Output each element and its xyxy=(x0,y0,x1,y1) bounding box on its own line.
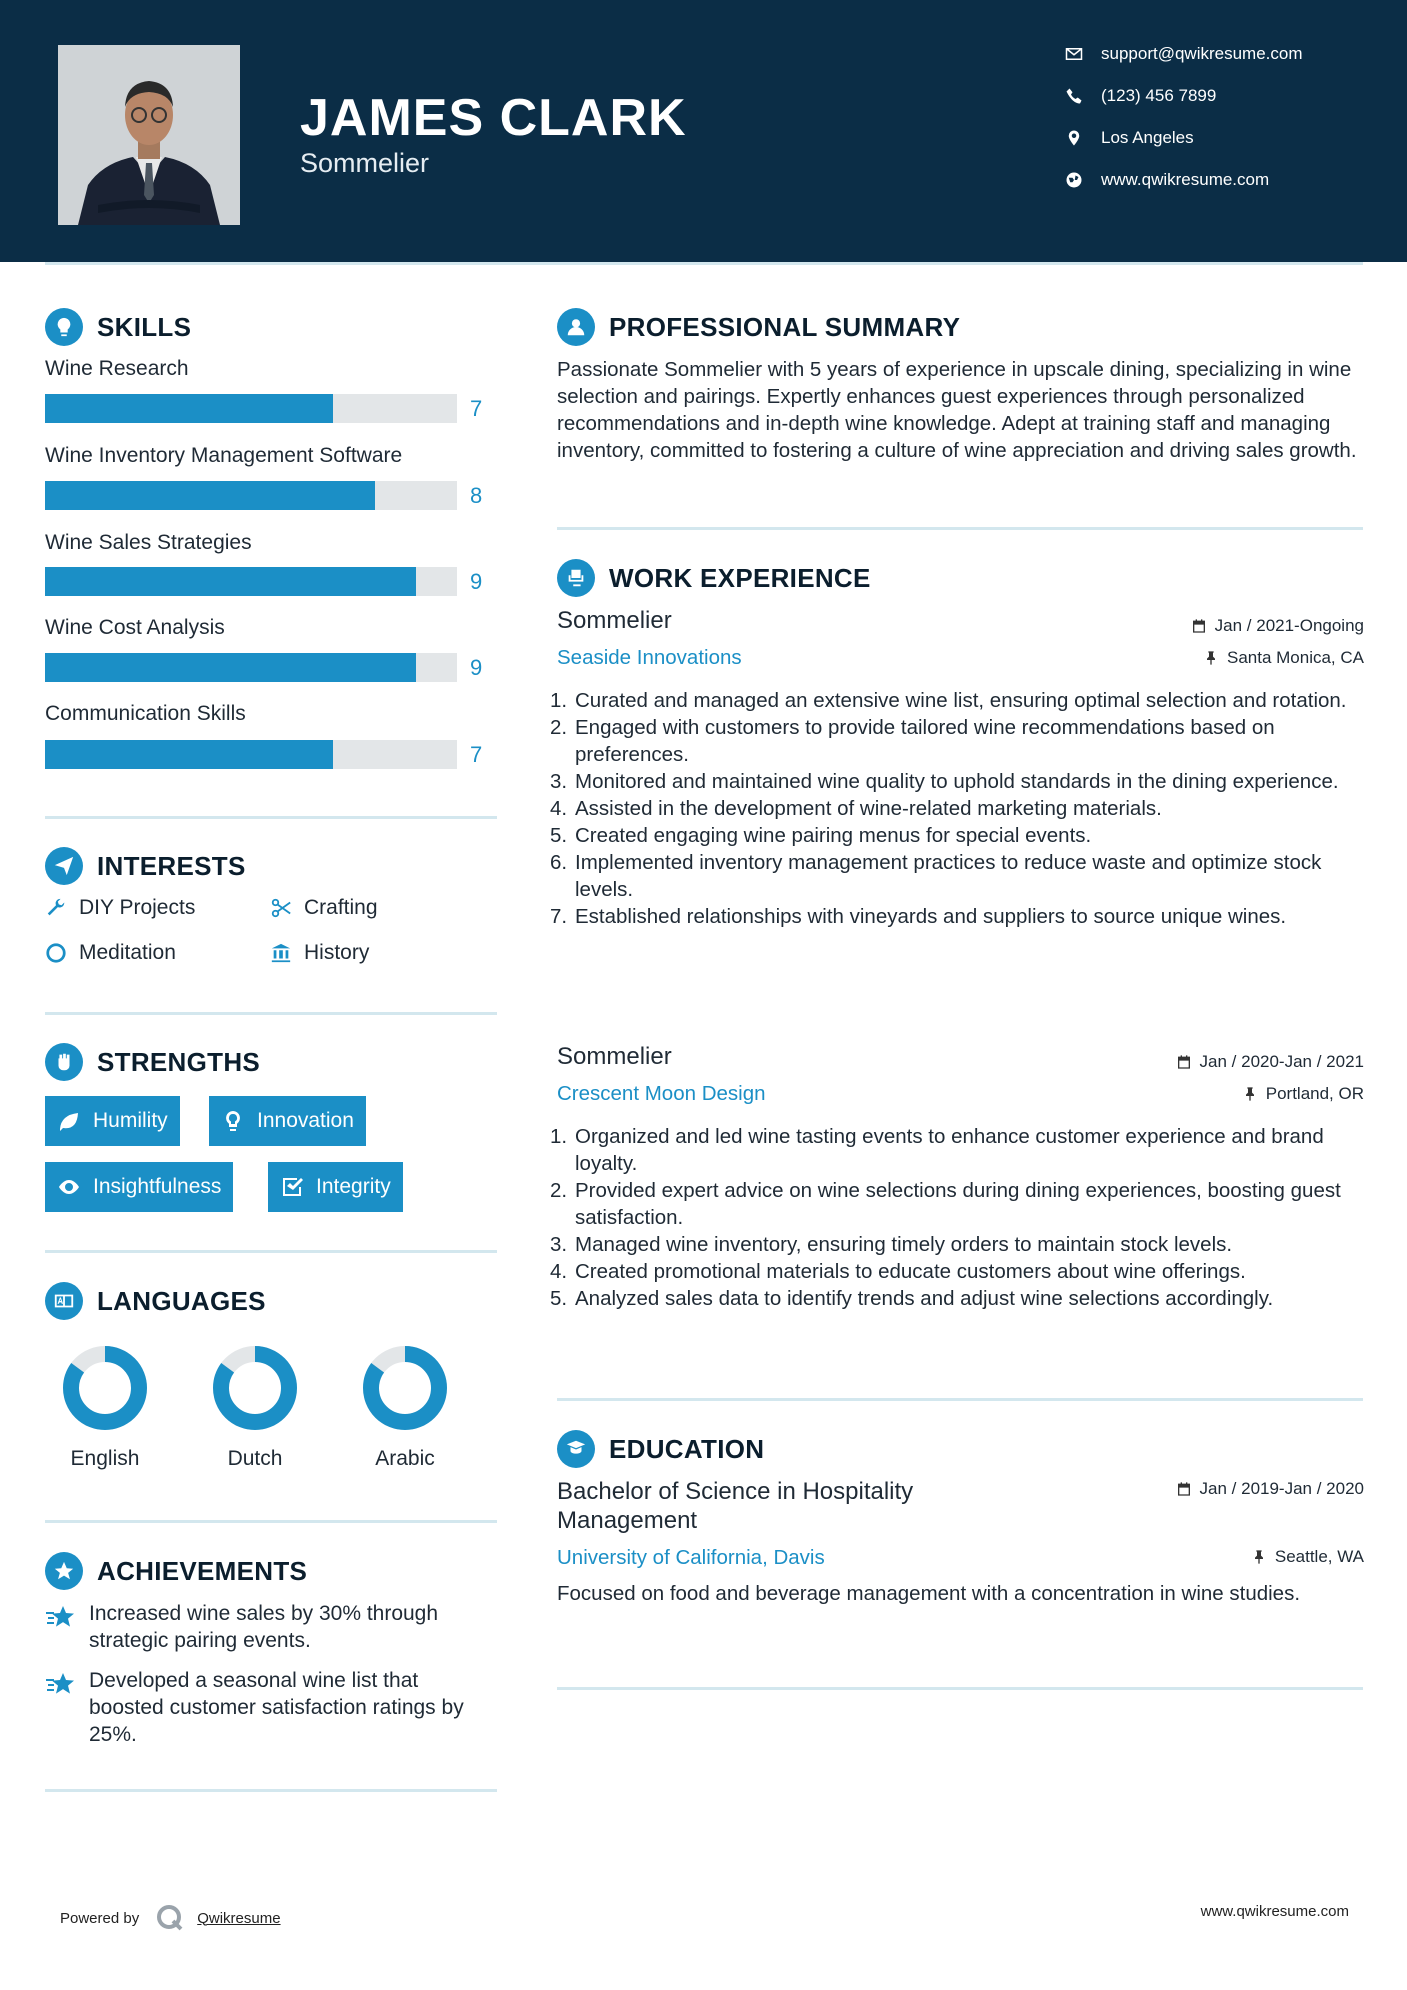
location-text: Los Angeles xyxy=(1101,128,1194,147)
job-company: Crescent Moon Design xyxy=(557,1082,766,1105)
shooting-star-icon xyxy=(45,1670,77,1698)
section-divider xyxy=(45,816,497,819)
resume-header xyxy=(0,0,1407,262)
skills-title: SKILLS xyxy=(97,311,192,342)
achievements-heading xyxy=(45,1552,307,1590)
section-divider xyxy=(557,1687,1363,1690)
header-divider xyxy=(45,262,1363,265)
school-name: University of California, Davis xyxy=(557,1546,825,1569)
skill-value: 9 xyxy=(470,655,483,680)
job-location xyxy=(1242,1084,1364,1104)
section-divider xyxy=(557,1398,1363,1401)
phone-text: (123) 456 7899 xyxy=(1101,86,1217,105)
job-dates xyxy=(1176,1052,1364,1072)
map-pin-icon xyxy=(1065,129,1083,147)
job-location-text: Portland, OR xyxy=(1265,1084,1364,1103)
footer-powered-by xyxy=(60,1903,281,1933)
achievement-text: Developed a seasonal wine list that boosted customer satisfaction ratings by 25%. xyxy=(89,1669,464,1746)
list-item: 6. Implemented inventory management practices to reduce waste and optimize stock levels. xyxy=(550,851,1322,901)
strength-label: Humility xyxy=(93,1109,168,1132)
circle-icon xyxy=(45,942,67,964)
summary-heading xyxy=(557,308,960,346)
skills-heading xyxy=(45,308,191,346)
list-item: 4. Assisted in the development of wine-related marketing materials. xyxy=(550,797,1162,820)
education-location-text: Seattle, WA xyxy=(1274,1547,1364,1566)
degree-title: Bachelor of Science in Hospitality Management xyxy=(557,1478,914,1534)
language-item xyxy=(180,1345,330,1471)
list-item: 3. Managed wine inventory, ensuring timely orders to maintain stock levels. xyxy=(550,1233,1233,1256)
language-donut xyxy=(62,1345,148,1431)
skill-bar-track xyxy=(45,481,457,510)
lightbulb-icon xyxy=(221,1109,245,1133)
list-item: 5. Analyzed sales data to identify trends and adjust wine selections accordingly. xyxy=(550,1287,1274,1310)
strength-tag xyxy=(45,1096,180,1146)
language-donut xyxy=(362,1345,448,1431)
candidate-role: Sommelier xyxy=(300,148,430,178)
interest-label: DIY Projects xyxy=(79,896,196,919)
skill-bar-track xyxy=(45,394,457,423)
lightbulb-icon xyxy=(45,308,83,346)
strength-tag xyxy=(268,1162,403,1212)
skill-label: Wine Inventory Management Software xyxy=(45,444,403,467)
envelope-icon xyxy=(1065,45,1083,63)
skill-bar-fill xyxy=(45,740,333,769)
skill-bar-fill xyxy=(45,567,416,596)
job-title: Sommelier xyxy=(557,607,672,634)
section-divider xyxy=(45,1520,497,1523)
achievement-item xyxy=(45,1600,495,1654)
list-item: 1. Organized and led wine tasting events to enhance customer experience and brand loyalty. xyxy=(550,1125,1324,1175)
interests-title: INTERESTS xyxy=(97,850,246,881)
pushpin-icon xyxy=(1242,1086,1258,1102)
experience-heading xyxy=(557,559,871,597)
powered-by-text: Powered by xyxy=(60,1909,140,1927)
contact-phone[interactable] xyxy=(1065,86,1216,106)
list-item: 3. Monitored and maintained wine quality to uphold standards in the dining experience. xyxy=(550,770,1339,793)
language-name: Dutch xyxy=(227,1447,283,1470)
skill-label: Wine Sales Strategies xyxy=(45,531,252,554)
profile-photo xyxy=(58,45,240,225)
list-item: 5. Created engaging wine pairing menus for special events. xyxy=(550,824,1092,847)
job-dates xyxy=(1191,616,1364,636)
strength-label: Integrity xyxy=(316,1175,391,1198)
pushpin-icon xyxy=(1203,650,1219,666)
education-dates xyxy=(1176,1479,1364,1499)
list-item: 1. Curated and managed an extensive wine list, ensuring optimal selection and rotation. xyxy=(550,689,1347,712)
strength-tag xyxy=(45,1162,233,1212)
skill-bar-track xyxy=(45,653,457,682)
skill-label: Communication Skills xyxy=(45,702,246,725)
languages-heading xyxy=(45,1282,266,1320)
scissors-icon xyxy=(270,897,292,919)
languages-title: LANGUAGES xyxy=(97,1285,266,1316)
education-heading xyxy=(557,1430,764,1468)
language-donut xyxy=(212,1345,298,1431)
globe-icon xyxy=(1065,171,1083,189)
achievements-title: ACHIEVEMENTS xyxy=(97,1555,308,1586)
strength-tag xyxy=(209,1096,366,1146)
section-divider xyxy=(45,1250,497,1253)
user-icon xyxy=(557,308,595,346)
interest-item xyxy=(45,941,176,965)
skill-bar-fill xyxy=(45,653,416,682)
skill-label: Wine Cost Analysis xyxy=(45,616,225,639)
list-item: 2. Engaged with customers to provide tailored wine recommendations based on preferences. xyxy=(550,716,1275,766)
pushpin-icon xyxy=(1251,1549,1267,1565)
phone-icon xyxy=(1065,87,1083,105)
contact-website[interactable] xyxy=(1065,170,1269,190)
education-location xyxy=(1251,1547,1364,1567)
section-divider xyxy=(557,527,1363,530)
wrench-icon xyxy=(45,897,67,919)
qwikresume-logo-icon xyxy=(155,1903,185,1933)
experience-title: WORK EXPERIENCE xyxy=(609,562,871,593)
interest-label: Crafting xyxy=(304,896,378,919)
candidate-name: JAMES CLARK xyxy=(300,89,687,147)
language-icon xyxy=(45,1282,83,1320)
language-name: Arabic xyxy=(375,1447,435,1470)
achievement-item xyxy=(45,1667,495,1748)
strengths-heading xyxy=(45,1043,260,1081)
contact-email[interactable] xyxy=(1065,44,1303,64)
job-location-text: Santa Monica, CA xyxy=(1226,648,1364,667)
job-dates-text: Jan / 2021-Ongoing xyxy=(1214,616,1364,635)
calendar-icon xyxy=(1191,618,1207,634)
interest-item xyxy=(270,896,378,920)
job-location xyxy=(1203,648,1364,668)
skill-value: 7 xyxy=(470,742,483,767)
website-text: www.qwikresume.com xyxy=(1101,170,1270,189)
skill-value: 7 xyxy=(470,396,483,421)
summary-title: PROFESSIONAL SUMMARY xyxy=(609,311,961,342)
job-bullets xyxy=(550,1123,1370,1312)
job-dates-text: Jan / 2020-Jan / 2021 xyxy=(1199,1052,1364,1071)
section-divider xyxy=(45,1789,497,1792)
interest-label: Meditation xyxy=(79,941,176,964)
skill-label: Wine Research xyxy=(45,357,189,380)
footer-website[interactable]: www.qwikresume.com xyxy=(1200,1903,1349,1920)
brand-link[interactable]: Qwikresume xyxy=(197,1909,281,1927)
calendar-icon xyxy=(1176,1481,1192,1497)
star-badge-icon xyxy=(45,1552,83,1590)
eye-icon xyxy=(57,1175,81,1199)
list-item: 7. Established relationships with vineyards and suppliers to source unique wines. xyxy=(550,905,1287,928)
education-title: EDUCATION xyxy=(609,1433,765,1464)
interest-item xyxy=(270,941,369,965)
section-divider xyxy=(45,1012,497,1015)
skill-bar-fill xyxy=(45,394,333,423)
education-dates-text: Jan / 2019-Jan / 2020 xyxy=(1199,1479,1364,1498)
skill-bar-track xyxy=(45,740,457,769)
graduate-icon xyxy=(557,1430,595,1468)
office-chair-icon xyxy=(557,559,595,597)
shooting-star-icon xyxy=(45,1603,77,1631)
paper-plane-icon xyxy=(45,847,83,885)
interest-label: History xyxy=(304,941,370,964)
interest-item xyxy=(45,896,195,920)
education-description: Focused on food and beverage management with a concentration in wine studies. xyxy=(557,1582,1301,1605)
achievement-text: Increased wine sales by 30% through strategic pairing events. xyxy=(89,1602,439,1652)
checkbox-icon xyxy=(280,1175,304,1199)
skill-value: 8 xyxy=(470,483,483,508)
job-company: Seaside Innovations xyxy=(557,646,742,669)
leaf-icon xyxy=(57,1109,81,1133)
language-item xyxy=(30,1345,180,1471)
interests-heading xyxy=(45,847,246,885)
language-name: English xyxy=(70,1447,140,1470)
fist-icon xyxy=(45,1043,83,1081)
calendar-icon xyxy=(1176,1054,1192,1070)
email-text: support@qwikresume.com xyxy=(1101,44,1303,63)
skill-bar-fill xyxy=(45,481,375,510)
contact-location xyxy=(1065,128,1194,148)
skill-bar-track xyxy=(45,567,457,596)
language-item xyxy=(330,1345,480,1471)
summary-text: Passionate Sommelier with 5 years of experience in upscale dining, specializing in wine selection and pairings. Expertly enhances guest experiences through personalized recommendations and in-depth wine knowledge. Adept at training staff and managing inventory, committed to fostering a culture of wine appreciation and driving sales growth. xyxy=(557,358,1357,462)
list-item: 2. Provided expert advice on wine selections during dining experiences, boosting guest satisfaction. xyxy=(550,1179,1341,1229)
strengths-title: STRENGTHS xyxy=(97,1046,261,1077)
skill-value: 9 xyxy=(470,569,483,594)
strength-label: Innovation xyxy=(257,1109,354,1132)
list-item: 4. Created promotional materials to educate customers about wine offerings. xyxy=(550,1260,1246,1283)
job-title: Sommelier xyxy=(557,1043,672,1070)
job-bullets xyxy=(550,687,1370,930)
museum-icon xyxy=(270,942,292,964)
strength-label: Insightfulness xyxy=(93,1175,222,1198)
